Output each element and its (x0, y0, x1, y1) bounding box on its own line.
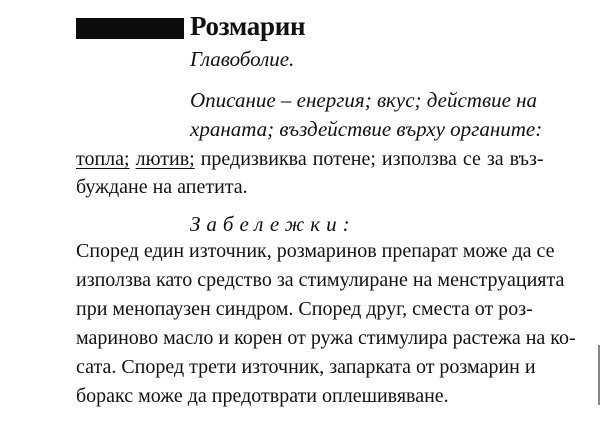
notes-line-2: използва като средство за стимулиране на менструацията (76, 269, 565, 291)
redaction-bar (76, 18, 184, 39)
notes-line-4: мариново масло и корен от ружа стимулира растежа на ко- (76, 327, 576, 349)
notes-heading: Забележки: (190, 212, 356, 236)
notes-line-1: Според един източник, розмаринов препарат може да се (76, 240, 555, 262)
entry-subtitle: Главоболие. (190, 47, 295, 71)
scan-edge-mark (598, 345, 600, 405)
entry-title: Розмарин (190, 11, 306, 41)
properties-line-2: буждане на апетита. (76, 176, 248, 198)
notes-line-3: при менопаузен синдром. Според друг, сместа от роз- (76, 298, 533, 320)
notes-line-5: сата. Според трети източник, запарката от розмарин и (76, 356, 536, 378)
description-line-2: храната; въздействие върху органите: (190, 117, 543, 141)
properties-line-1 (76, 148, 544, 171)
properties-rest: предизвиква потене; използва се за въз- (200, 148, 544, 170)
notes-line-6: боракс може да предотврати оплешивяване. (76, 385, 449, 407)
property-pungent: лютив; (135, 148, 195, 170)
description-line-1: Описание – енергия; вкус; действие на (190, 88, 538, 112)
property-hot: топла; (76, 148, 130, 170)
